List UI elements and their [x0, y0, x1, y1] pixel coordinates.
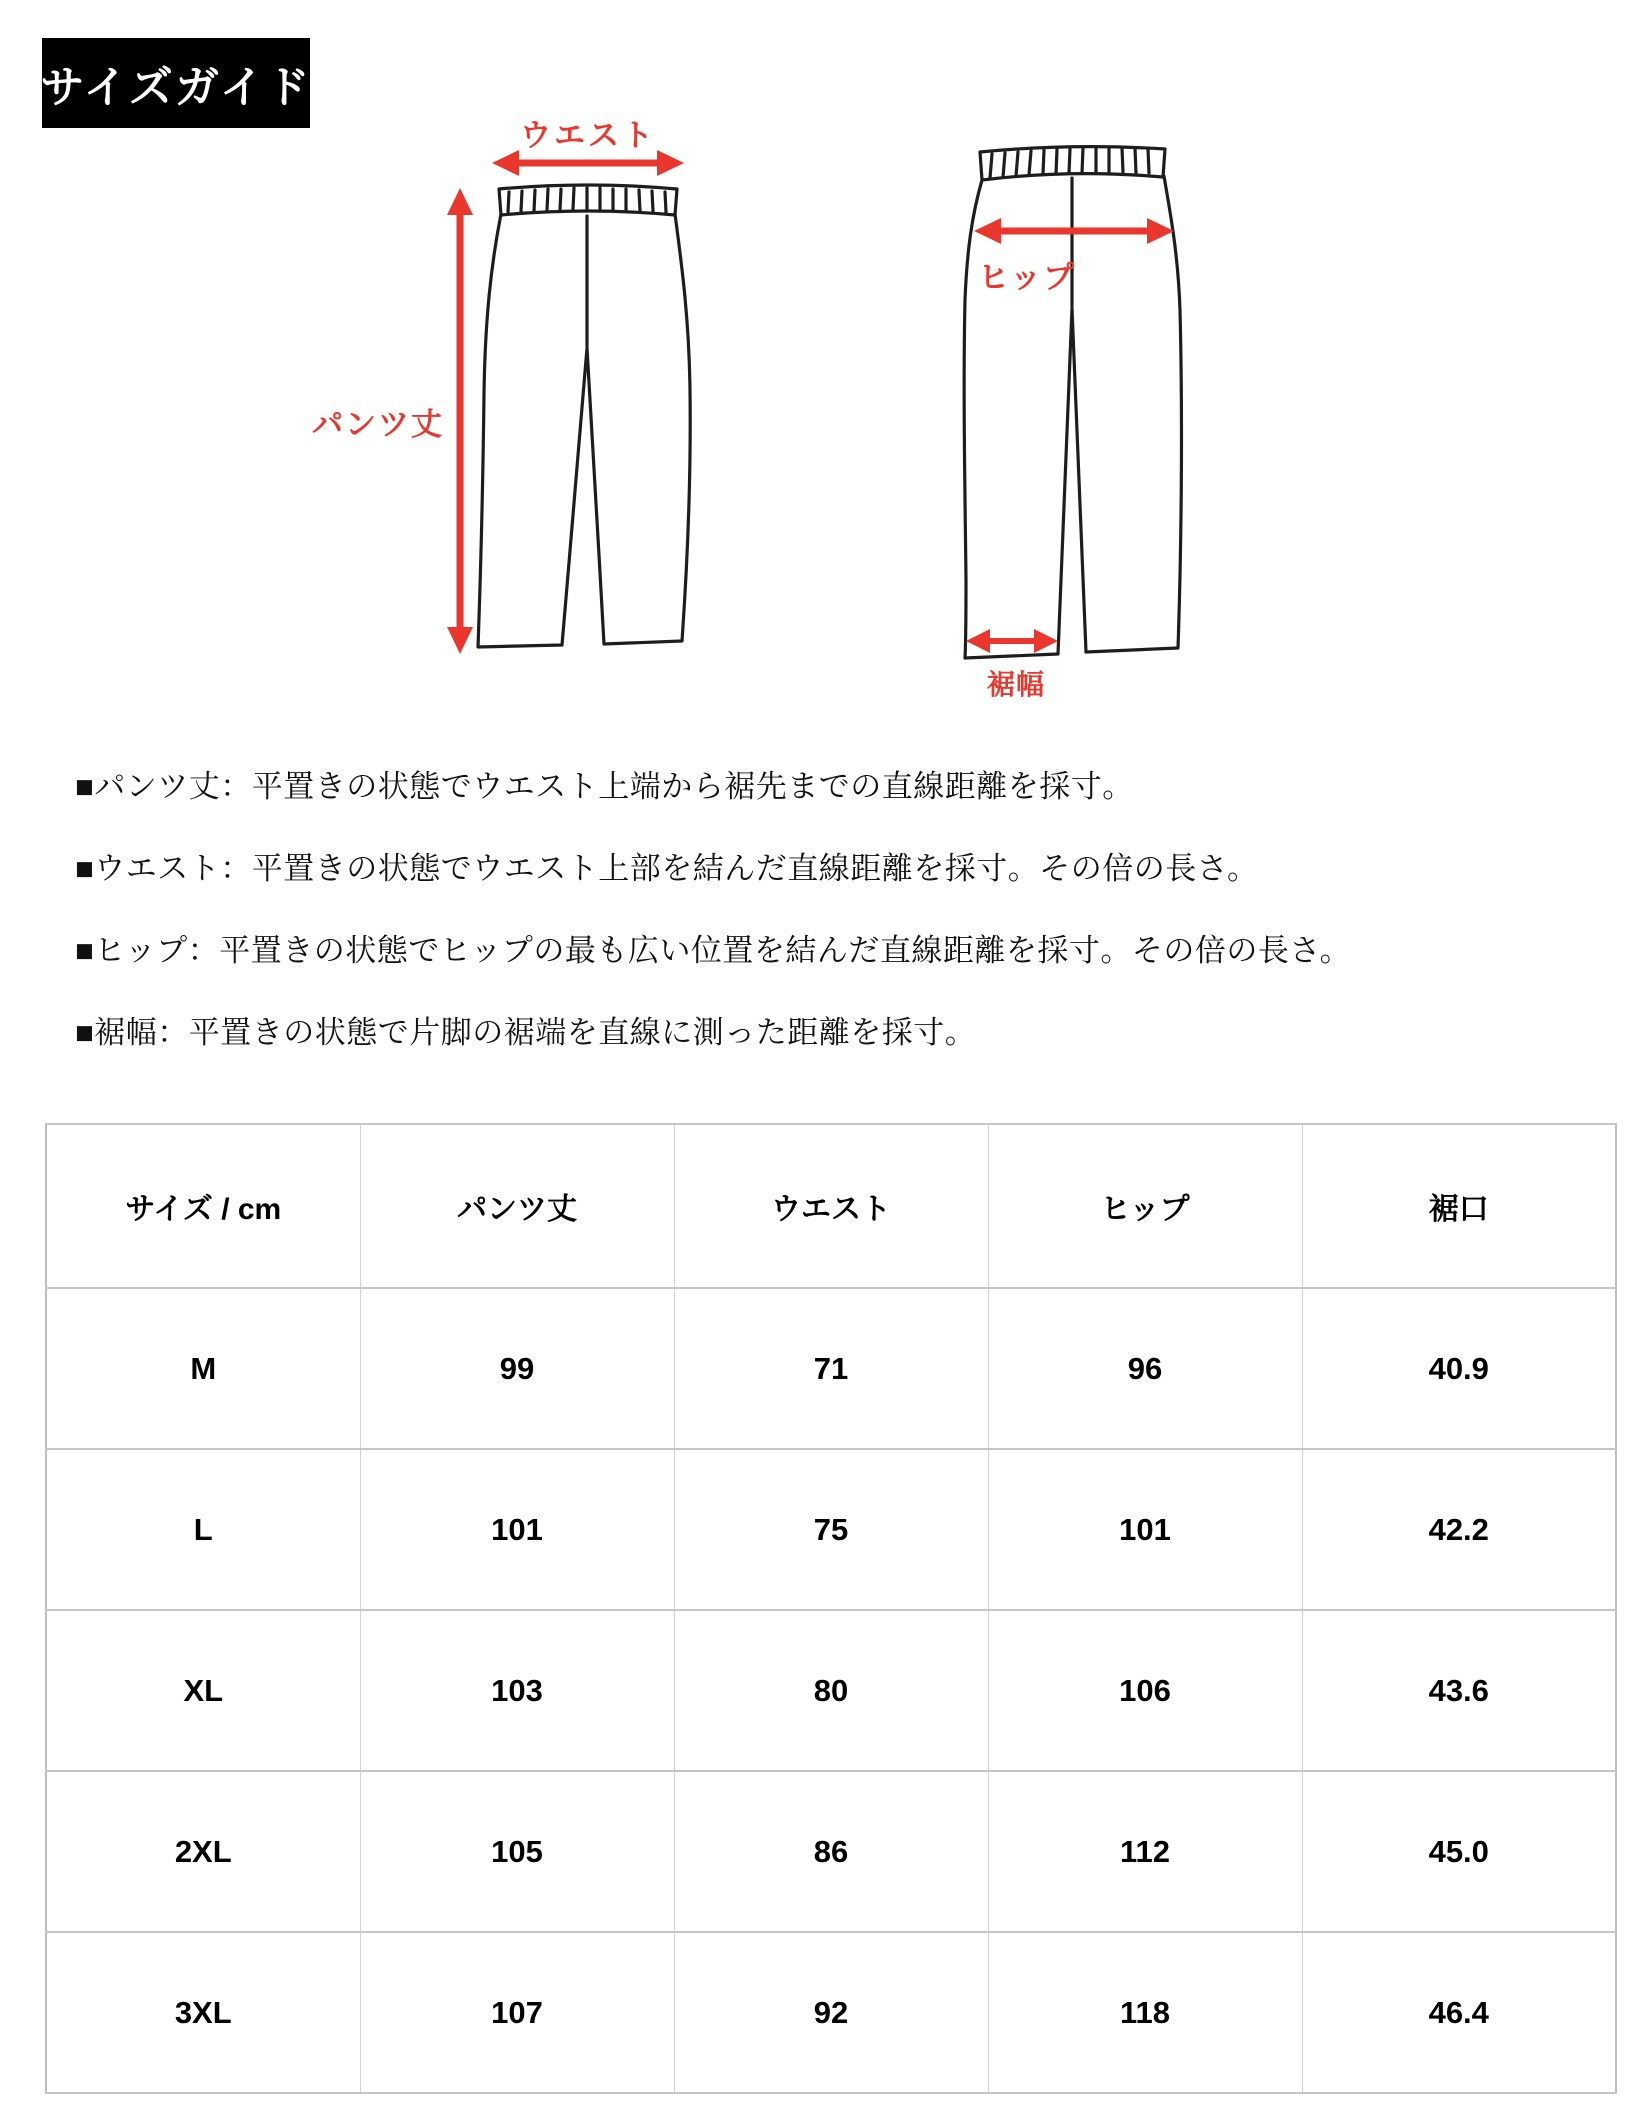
note-pants-length: ■パンツ丈：平置きの状態でウエスト上端から裾先までの直線距離を採寸。 — [75, 768, 1134, 804]
value-cell: 106 — [988, 1610, 1302, 1771]
col-header-waist: ウエスト — [674, 1124, 988, 1288]
size-table-header-row — [46, 1124, 1616, 1288]
table-row-3xl — [46, 1932, 1616, 2093]
col-header-pants-length: パンツ丈 — [360, 1124, 674, 1288]
value-cell: 96 — [988, 1288, 1302, 1449]
hem-width-arrow — [966, 629, 1058, 653]
hip-label: ヒップ — [978, 260, 1077, 295]
pants-front-drawing — [478, 185, 690, 647]
waist-label: ウエスト — [520, 118, 656, 153]
value-cell: 105 — [360, 1771, 674, 1932]
hip-arrow — [974, 218, 1174, 244]
col-header-hem: 裾口 — [1302, 1124, 1616, 1288]
size-cell: L — [46, 1449, 360, 1610]
value-cell: 101 — [988, 1449, 1302, 1610]
page-title-text: サイズガイド — [40, 63, 312, 112]
value-cell: 46.4 — [1302, 1932, 1616, 2093]
col-header-size: サイズ / cm — [46, 1124, 360, 1288]
value-cell: 112 — [988, 1771, 1302, 1932]
value-cell: 45.0 — [1302, 1771, 1616, 1932]
value-cell: 103 — [360, 1610, 674, 1771]
value-cell: 71 — [674, 1288, 988, 1449]
note-waist: ■ウエスト：平置きの状態でウエスト上部を結んだ直線距離を採寸。その倍の長さ。 — [75, 850, 1259, 886]
value-cell: 42.2 — [1302, 1449, 1616, 1610]
value-cell: 40.9 — [1302, 1288, 1616, 1449]
table-row-l — [46, 1449, 1616, 1610]
value-cell: 43.6 — [1302, 1610, 1616, 1771]
value-cell: 86 — [674, 1771, 988, 1932]
col-header-hip: ヒップ — [988, 1124, 1302, 1288]
size-cell: XL — [46, 1610, 360, 1771]
hem-width-label: 裾幅 — [986, 669, 1045, 700]
value-cell: 101 — [360, 1449, 674, 1610]
value-cell: 92 — [674, 1932, 988, 2093]
value-cell: 118 — [988, 1932, 1302, 2093]
note-hem-width: ■裾幅：平置きの状態で片脚の裾端を直線に測った距離を採寸。 — [75, 1014, 977, 1050]
pants-length-label: パンツ丈 — [312, 407, 444, 442]
value-cell: 99 — [360, 1288, 674, 1449]
pants-measurement-diagram — [0, 0, 1625, 720]
value-cell: 107 — [360, 1932, 674, 2093]
value-cell: 75 — [674, 1449, 988, 1610]
value-cell: 80 — [674, 1610, 988, 1771]
size-table — [45, 1123, 1617, 2094]
size-cell: 2XL — [46, 1771, 360, 1932]
table-row-m — [46, 1288, 1616, 1449]
table-row-2xl — [46, 1771, 1616, 1932]
note-hip: ■ヒップ：平置きの状態でヒップの最も広い位置を結んだ直線距離を採寸。その倍の長さ。 — [75, 932, 1352, 968]
size-cell: M — [46, 1288, 360, 1449]
pants-length-arrow — [447, 188, 473, 654]
measurement-notes — [75, 742, 1351, 1070]
table-row-xl — [46, 1610, 1616, 1771]
size-cell: 3XL — [46, 1932, 360, 2093]
